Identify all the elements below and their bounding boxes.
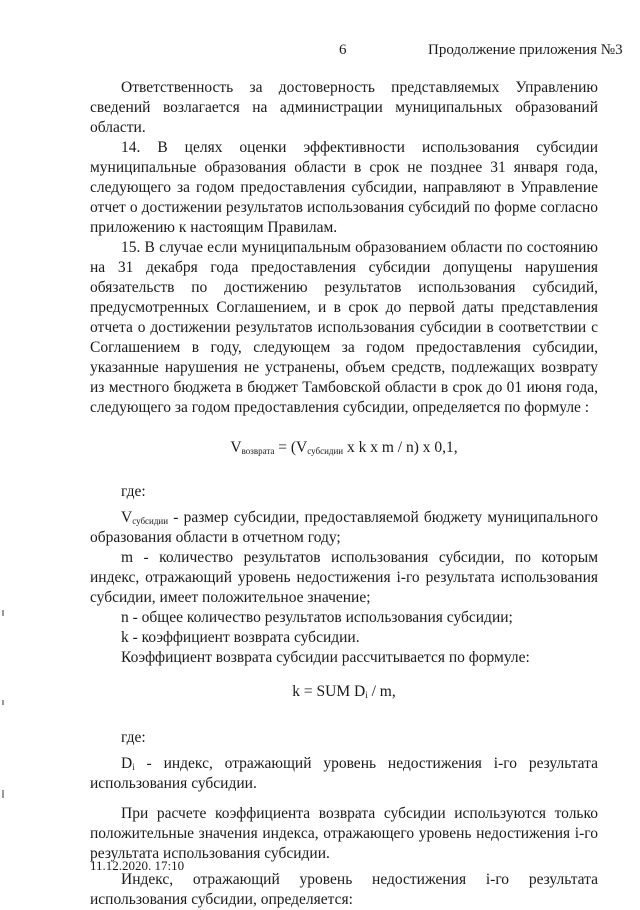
formula-return-volume (90, 438, 598, 458)
formula-coefficient (90, 682, 598, 702)
where-label-2: где: (121, 729, 146, 746)
formula2-sub-i: i (365, 690, 368, 700)
paragraph-index-definition: Индекс, отражающий уровень недостижения i-го результата использования субсидии, определяется: (90, 871, 598, 908)
scan-edge-mark (2, 790, 4, 798)
document-body (90, 78, 598, 910)
definition-di (90, 754, 598, 794)
def-v-text: - размер субсидии, предоставляемой бюджету муниципального образования области в отчетном году; (90, 509, 598, 546)
paragraph-15: 15. В случае если муниципальным образованием области по состоянию на 31 декабря года предоставления субсидии допущены нарушения обязательств по достижению результатов использования субсидий, предусмотренных Соглашением, и в срок до первой даты представления отчета о достижении результатов использования субсидии в соответствии с Соглашением в году, следующем за годом предоставления субсидии, указанные нарушения не устранены, объем средств, подлежащих возврату из местного бюджета в бюджет Тамбовской области в срок до 01 июня года, следующего за годом предоставления субсидии, определяется по формуле : (90, 239, 598, 416)
di-text: - индекс, отражающий уровень недостижения i-го результата использования субсидии. (90, 755, 598, 792)
scan-edge-mark (2, 610, 4, 616)
formula-sub-subsidy: субсидии (307, 446, 344, 456)
formula2-right: / m, (367, 683, 396, 700)
def-v-sub: субсидии (132, 516, 169, 526)
where-label-1: где: (121, 483, 146, 500)
def-v-symbol: V (121, 509, 133, 526)
di-symbol: D (121, 755, 133, 772)
formula-mid: = (V (274, 439, 308, 456)
footer-timestamp: 11.12.2020. 17:10 (90, 858, 185, 873)
definition-k: k - коэффициент возврата субсидии. (121, 629, 360, 646)
definition-v-subsidy (90, 508, 598, 548)
formula-v-symbol: V (230, 439, 242, 456)
paragraph-responsibility: Ответственность за достоверность представляемых Управлению сведений возлагается на администрации муниципальных образований области. (90, 79, 598, 136)
continuation-label: Продолжение приложения №3 (428, 42, 623, 58)
formula-sub-return: возврата (241, 446, 275, 456)
scan-edge-mark (2, 700, 4, 705)
formula2-left: k = SUM D (292, 683, 366, 700)
definition-n: n - общее количество результатов использования субсидии; (121, 609, 513, 626)
definition-m: m - количество результатов использования субсидии, по которым индекс, отражающий уровень недостижения i-го результата использования субсидии, имеет положительное значение; (90, 549, 598, 606)
page-number: 6 (339, 42, 347, 58)
formula-tail: x k x m / n) x 0,1, (343, 439, 458, 456)
paragraph-14: 14. В целях оценки эффективности использования субсидии муниципальные образования области в срок не позднее 31 января года, следующего за годом предоставления субсидии, направляют в Управление отчет о достижении результатов использования субсидий по форме согласно приложению к настоящим Правилам. (90, 139, 598, 236)
coefficient-intro: Коэффициент возврата субсидии рассчитывается по формуле: (121, 649, 530, 666)
paragraph-positive-values: При расчете коэффициента возврата субсидии используются только положительные значения индекса, отражающего уровень недостижения i-го результата использования субсидии. (90, 805, 598, 862)
di-sub: i (132, 762, 135, 772)
